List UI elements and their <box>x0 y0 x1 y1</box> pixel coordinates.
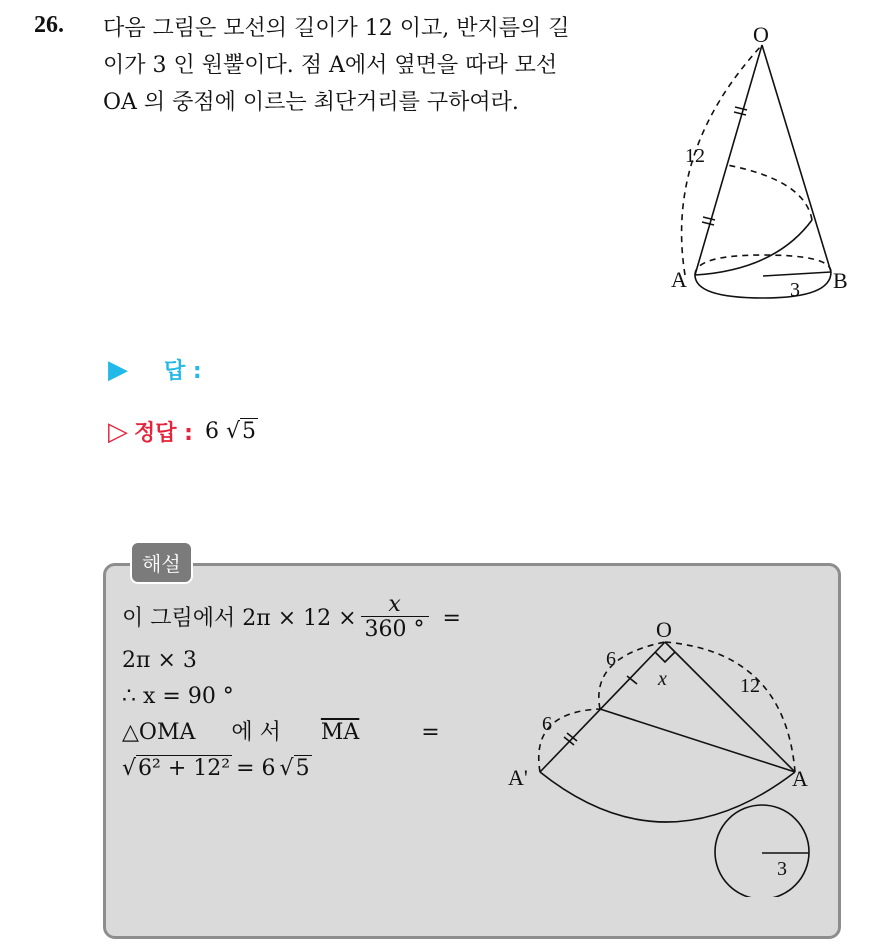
answer-arrow-icon: ▶ <box>108 354 128 385</box>
correct-arrow-icon: ▷ <box>108 416 128 447</box>
cone-label-o: O <box>753 22 769 47</box>
answer-label: 답 : <box>164 359 202 384</box>
explanation-line-4 <box>122 715 482 751</box>
net-label-a: A <box>792 766 808 791</box>
net-label-3: 3 <box>777 858 787 880</box>
answer-row <box>108 354 202 385</box>
net-shortest-path <box>600 709 795 772</box>
net-right-angle <box>655 652 675 662</box>
explanation-line-1-prefix: 이 그림에서 2π × 12 × <box>122 605 357 631</box>
fraction-numerator: x <box>388 592 401 617</box>
cone-figure <box>655 20 865 310</box>
question-line-1: 다음 그림은 모선의 길이가 12 이고, 반지름의 길 <box>103 16 570 41</box>
explanation-sqrt-2: √5 <box>279 756 310 781</box>
explanation-sqrt-1: √6² + 12² <box>122 756 231 781</box>
question-line-2: 이가 3 인 원뿔이다. 점 A에서 옆면을 따라 모선 <box>103 53 558 78</box>
net-figure <box>500 612 830 897</box>
question-number: 26. <box>34 12 64 38</box>
explanation-line-4-c: $\overline{MA}$ <box>320 720 360 745</box>
correct-coefficient: 6 <box>204 419 219 444</box>
cone-base-back <box>695 255 831 275</box>
question-text <box>103 10 648 121</box>
correct-value <box>205 419 258 444</box>
cone-slant-left <box>695 45 762 275</box>
net-line-oa-left <box>540 642 665 772</box>
cone-label-3: 3 <box>790 279 800 301</box>
correct-answer-row <box>108 416 258 447</box>
net-label-6-upper: 6 <box>606 648 616 670</box>
explanation-line-5-eq: = 6 <box>236 756 276 781</box>
cone-spiral-dashed <box>727 165 812 220</box>
correct-sqrt: √5 <box>225 419 256 444</box>
explanation-line-1-suffix: = <box>442 605 461 631</box>
explanation-text <box>122 594 482 787</box>
net-label-12: 12 <box>740 675 760 697</box>
fraction-denominator: 360 ° <box>361 616 429 643</box>
explanation-fraction <box>361 594 429 643</box>
net-line-oa-right <box>665 642 795 772</box>
explanation-tag: 해설 <box>130 541 193 584</box>
correct-label: 정답 : <box>134 421 193 446</box>
net-label-a-prime: A' <box>508 765 528 790</box>
cone-radius <box>763 272 831 276</box>
cone-label-b: B <box>833 268 848 293</box>
tick-lower-b <box>702 222 714 225</box>
explanation-line-3: ∴ x = 90 ° <box>122 684 234 709</box>
explanation-line-5 <box>122 751 482 787</box>
tick-lower-a <box>703 217 715 220</box>
tick-upper-a <box>735 107 747 110</box>
net-base-circle <box>715 805 809 897</box>
question-line-3: OA 의 중점에 이르는 최단거리를 구하여라. <box>103 90 519 115</box>
cone-spiral-solid <box>695 220 812 275</box>
tick-upper-b <box>734 112 746 115</box>
explanation-line-4-d: = <box>421 720 440 745</box>
net-label-6-lower: 6 <box>542 713 552 735</box>
net-label-o: O <box>656 617 672 642</box>
net-sector-arc <box>540 772 795 822</box>
explanation-line-1 <box>122 594 482 643</box>
explanation-line-4-a: △OMA <box>122 720 196 745</box>
cone-label-a: A <box>671 267 687 292</box>
net-label-x: x <box>658 668 667 690</box>
cone-label-12: 12 <box>685 145 705 167</box>
explanation-line-2: 2π × 3 <box>122 648 197 673</box>
explanation-line-4-b: 에 서 <box>231 720 281 745</box>
